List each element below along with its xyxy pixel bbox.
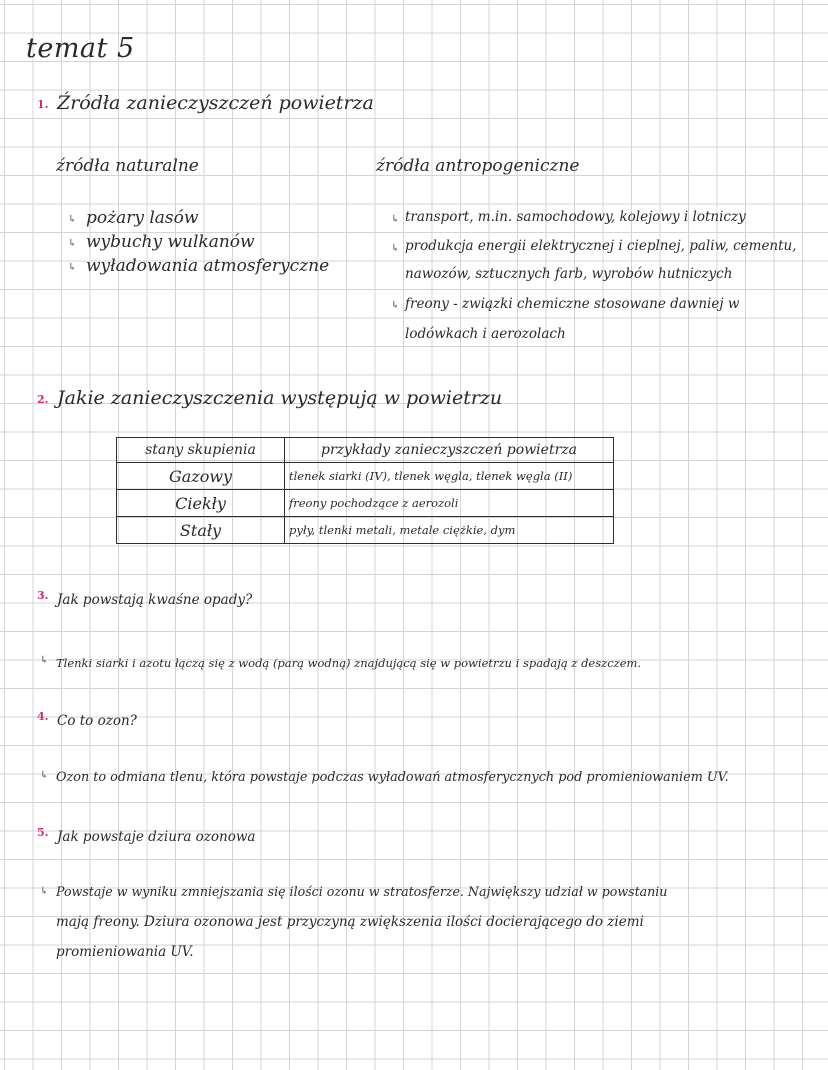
table-header: stany skupienia xyxy=(117,438,285,463)
section-2-title: Jakie zanieczyszczenia występują w powietrzu xyxy=(57,387,503,409)
bullet-icon: ↳ xyxy=(68,214,77,225)
bullet-icon: ↳ xyxy=(68,262,77,273)
natural-item: wyładowania atmosferyczne xyxy=(86,256,330,276)
section-5-question: Jak powstaje dziura ozonowa xyxy=(57,829,256,845)
bullet-icon: ↳ xyxy=(391,214,400,225)
table-row xyxy=(117,517,614,544)
bullet-icon: ↳ xyxy=(68,238,77,249)
bullet-icon: ↳ xyxy=(40,655,49,666)
bullet-icon: ↳ xyxy=(40,770,49,781)
table-cell-example: tlenek siarki (IV), tlenek węgla, tlenek węgla (II) xyxy=(285,463,614,490)
natural-sources-heading: źródła naturalne xyxy=(56,156,199,176)
anthropogenic-item-continued: lodówkach i aerozolach xyxy=(405,326,566,342)
table-cell-example: freony pochodzące z aerozoli xyxy=(285,490,614,517)
section-3-answer: Tlenki siarki i azotu łączą się z wodą (parą wodną) znajdującą się w powietrzu i spadają z deszczem. xyxy=(56,656,642,670)
section-1-number: 1. xyxy=(37,98,49,111)
section-4-number: 4. xyxy=(37,710,49,723)
topic-title: temat 5 xyxy=(26,33,135,64)
table-cell-state: Stały xyxy=(117,517,285,544)
anthropogenic-item: transport, m.in. samochodowy, kolejowy i lotniczy xyxy=(405,209,746,225)
section-5-answer-line: Powstaje w wyniku zmniejszania się ilości ozonu w stratosferze. Największy udział w powstaniu xyxy=(56,884,668,899)
table-row xyxy=(117,490,614,517)
pollution-table xyxy=(116,437,614,544)
section-1-title: Źródła zanieczyszczeń powietrza xyxy=(57,92,374,114)
bullet-icon: ↳ xyxy=(391,300,400,311)
anthropogenic-item-continued: nawozów, sztucznych farb, wyrobów hutniczych xyxy=(405,266,733,282)
natural-item: pożary lasów xyxy=(86,208,199,228)
table-cell-state: Ciekły xyxy=(117,490,285,517)
table-cell-example: pyły, tlenki metali, metale ciężkie, dym xyxy=(285,517,614,544)
table-row xyxy=(117,463,614,490)
section-5-answer-line: promieniowania UV. xyxy=(56,944,194,960)
bullet-icon: ↳ xyxy=(391,243,400,254)
table-header: przykłady zanieczyszczeń powietrza xyxy=(285,438,614,463)
natural-item: wybuchy wulkanów xyxy=(86,232,255,252)
section-3-question: Jak powstają kwaśne opady? xyxy=(57,592,253,608)
section-2-number: 2. xyxy=(37,393,49,406)
section-4-answer: Ozon to odmiana tlenu, która powstaje podczas wyładowań atmosferycznych pod promieniowaniem UV. xyxy=(56,770,729,785)
anthropogenic-item: produkcja energii elektrycznej i cieplnej, paliw, cementu, xyxy=(405,238,797,254)
section-4-question: Co to ozon? xyxy=(57,713,137,729)
section-5-answer-line: mają freony. Dziura ozonowa jest przyczyną zwiększenia ilości docierającego do ziemi xyxy=(56,914,644,930)
anthropogenic-sources-heading: źródła antropogeniczne xyxy=(376,156,580,176)
section-5-number: 5. xyxy=(37,826,49,839)
bullet-icon: ↳ xyxy=(40,886,49,897)
anthropogenic-item: freony - związki chemiczne stosowane dawniej w xyxy=(405,296,740,312)
section-3-number: 3. xyxy=(37,589,49,602)
table-header-row xyxy=(117,438,614,463)
table-cell-state: Gazowy xyxy=(117,463,285,490)
